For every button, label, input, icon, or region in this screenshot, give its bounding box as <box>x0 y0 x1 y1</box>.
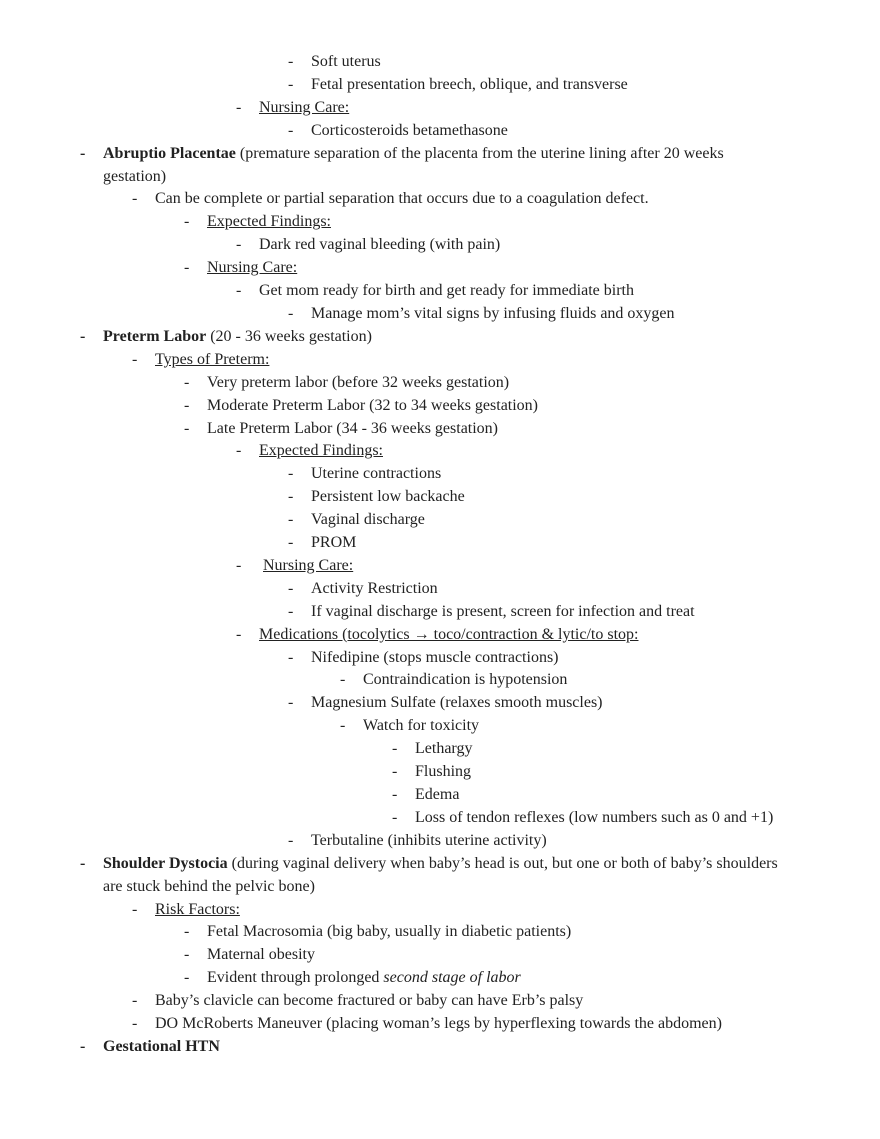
item-text <box>207 257 785 280</box>
text-segment: Activity Restriction <box>311 579 438 597</box>
text-segment: Dark red vaginal bleeding (with pain) <box>259 236 501 254</box>
text-segment: If vaginal discharge is present, screen for infection and treat <box>311 602 695 620</box>
bullet-dash: - <box>132 1015 138 1033</box>
topic-heading: Preterm Labor <box>103 327 207 345</box>
list-item <box>0 349 880 372</box>
list-item <box>0 899 880 922</box>
list-item <box>0 418 880 441</box>
list-item <box>0 1013 880 1036</box>
bullet-dash: - <box>236 556 242 574</box>
item-text <box>155 990 785 1013</box>
text-segment: Magnesium Sulfate (relaxes smooth muscles) <box>311 694 603 712</box>
bullet-dash: - <box>236 98 242 116</box>
list-item <box>0 692 880 715</box>
item-text <box>363 715 785 738</box>
text-segment: Fetal presentation breech, oblique, and transverse <box>311 75 628 93</box>
item-text <box>103 853 785 899</box>
item-text <box>415 784 785 807</box>
item-text <box>311 532 785 555</box>
text-segment: Contraindication is hypotension <box>363 671 568 689</box>
bullet-dash: - <box>184 923 190 941</box>
item-text <box>155 1013 785 1036</box>
section-label: Nursing Care: <box>259 98 350 116</box>
list-item <box>0 715 880 738</box>
list-item <box>0 807 880 830</box>
list-item <box>0 97 880 120</box>
list-item <box>0 967 880 990</box>
item-text <box>259 624 785 647</box>
text-segment: Very preterm labor (before 32 weeks gestation) <box>207 373 510 391</box>
text-segment: Terbutaline (inhibits uterine activity) <box>311 831 547 849</box>
list-item <box>0 647 880 670</box>
list-item <box>0 143 880 189</box>
text-segment: Persistent low backache <box>311 488 465 506</box>
bullet-dash: - <box>288 831 294 849</box>
text-segment: Loss of tendon reflexes (low numbers such as 0 and +1) <box>415 808 774 826</box>
text-segment: (during vaginal delivery when baby’s head is out, but one or both of baby’s shoulders are stuck behind the pelvic bone) <box>103 854 778 895</box>
bullet-dash: - <box>80 327 86 345</box>
item-text <box>311 120 785 143</box>
item-text <box>311 51 785 74</box>
item-text <box>263 555 785 578</box>
bullet-dash: - <box>288 53 294 70</box>
item-text <box>259 280 785 303</box>
bullet-dash: - <box>288 121 294 139</box>
list-item <box>0 830 880 853</box>
bullet-dash: - <box>288 488 294 506</box>
text-segment: Flushing <box>415 763 472 781</box>
list-item <box>0 463 880 486</box>
text-segment: Watch for toxicity <box>363 717 480 735</box>
list-item <box>0 624 880 647</box>
list-item <box>0 1036 880 1059</box>
text-segment: PROM <box>311 534 357 552</box>
list-item <box>0 761 880 784</box>
bullet-dash: - <box>288 511 294 529</box>
bullet-dash: - <box>288 694 294 712</box>
list-item <box>0 784 880 807</box>
item-text <box>207 944 785 967</box>
bullet-dash: - <box>236 625 242 643</box>
topic-heading: Gestational HTN <box>103 1037 220 1055</box>
text-segment: Fetal Macrosomia (big baby, usually in diabetic patients) <box>207 923 572 941</box>
bullet-dash: - <box>288 75 294 93</box>
section-label: Expected Findings: <box>259 442 383 460</box>
topic-heading: Abruptio Placentae <box>103 144 236 162</box>
section-label: Medications (tocolytics → toco/contraction & lytic/to stop: <box>259 625 639 643</box>
bullet-dash: - <box>288 304 294 322</box>
item-text <box>311 601 785 624</box>
text-segment: Baby’s clavicle can become fractured or baby can have Erb’s palsy <box>155 992 584 1010</box>
item-text <box>311 578 785 601</box>
text-segment: Can be complete or partial separation that occurs due to a coagulation defect. <box>155 190 649 208</box>
list-item <box>0 303 880 326</box>
section-label: Expected Findings: <box>207 213 331 231</box>
item-text <box>207 372 785 395</box>
list-item <box>0 326 880 349</box>
item-text <box>155 349 785 372</box>
bullet-dash: - <box>184 946 190 964</box>
text-segment: Manage mom’s vital signs by infusing fluids and oxygen <box>311 304 675 322</box>
item-text <box>259 97 785 120</box>
bullet-dash: - <box>132 992 138 1010</box>
item-text <box>311 509 785 532</box>
item-text <box>311 830 785 853</box>
item-text <box>311 463 785 486</box>
bullet-dash: - <box>80 144 86 162</box>
bullet-dash: - <box>288 534 294 552</box>
text-segment: Lethargy <box>415 740 473 758</box>
list-item <box>0 257 880 280</box>
section-label: Risk Factors: <box>155 900 240 918</box>
bullet-dash: - <box>184 213 190 231</box>
text-segment: Vaginal discharge <box>311 511 425 529</box>
bullet-dash: - <box>184 373 190 391</box>
text-segment: second stage of labor <box>383 969 521 987</box>
text-segment: Edema <box>415 786 460 803</box>
bullet-dash: - <box>340 717 346 735</box>
bullet-dash: - <box>392 740 398 758</box>
bullet-dash: - <box>288 579 294 597</box>
item-text <box>311 74 785 97</box>
item-text <box>311 692 785 715</box>
item-text <box>207 418 785 441</box>
item-text <box>311 486 785 509</box>
list-item <box>0 120 880 143</box>
bullet-dash: - <box>288 648 294 666</box>
list-item <box>0 234 880 257</box>
list-item <box>0 555 880 578</box>
list-item <box>0 211 880 234</box>
section-label: Types of Preterm: <box>155 350 270 368</box>
item-text <box>207 967 785 990</box>
document-page <box>0 51 880 1059</box>
text-segment: Corticosteroids betamethasone <box>311 121 508 139</box>
list-item <box>0 669 880 692</box>
text-segment: Get mom ready for birth and get ready for immediate birth <box>259 282 634 300</box>
bullet-dash: - <box>184 396 190 414</box>
topic-heading: Shoulder Dystocia <box>103 854 228 872</box>
bullet-dash: - <box>132 190 138 208</box>
item-text <box>103 1036 785 1059</box>
bullet-dash: - <box>236 282 242 300</box>
list-item <box>0 738 880 761</box>
text-segment: Late Preterm Labor (34 - 36 weeks gestation) <box>207 419 499 437</box>
list-item <box>0 486 880 509</box>
item-text <box>155 899 785 922</box>
item-text <box>207 395 785 418</box>
item-text <box>207 211 785 234</box>
text-segment: DO McRoberts Maneuver (placing woman’s legs by hyperflexing towards the abdomen) <box>155 1015 722 1033</box>
bullet-dash: - <box>184 259 190 277</box>
item-text <box>415 761 785 784</box>
bullet-dash: - <box>392 763 398 781</box>
list-item <box>0 509 880 532</box>
bullet-dash: - <box>340 671 346 689</box>
text-segment: Uterine contractions <box>311 465 442 483</box>
item-text <box>363 669 785 692</box>
bullet-dash: - <box>288 465 294 483</box>
list-item <box>0 921 880 944</box>
section-label: Nursing Care: <box>263 556 354 574</box>
bullet-dash: - <box>184 419 190 437</box>
list-item <box>0 280 880 303</box>
list-item <box>0 440 880 463</box>
item-text <box>155 188 785 211</box>
text-segment: Evident through prolonged <box>207 969 384 987</box>
bullet-dash: - <box>80 1037 86 1055</box>
bullet-dash: - <box>132 900 138 918</box>
text-segment: (20 - 36 weeks gestation) <box>206 327 372 345</box>
item-text <box>259 234 785 257</box>
item-text <box>103 326 785 349</box>
item-text <box>259 440 785 463</box>
bullet-dash: - <box>80 854 86 872</box>
text-segment: (premature separation of the placenta from the uterine lining after 20 weeks gestation) <box>103 144 724 185</box>
list-item <box>0 853 880 899</box>
bullet-dash: - <box>184 969 190 987</box>
bullet-dash: - <box>132 350 138 368</box>
text-segment: Moderate Preterm Labor (32 to 34 weeks gestation) <box>207 396 539 414</box>
bullet-dash: - <box>236 442 242 460</box>
bullet-dash: - <box>236 236 242 254</box>
list-item <box>0 578 880 601</box>
text-segment: Maternal obesity <box>207 946 315 964</box>
list-item <box>0 532 880 555</box>
item-text <box>311 647 785 670</box>
list-item <box>0 601 880 624</box>
list-item <box>0 395 880 418</box>
list-item <box>0 74 880 97</box>
text-segment: Soft uterus <box>311 53 381 70</box>
bullet-dash: - <box>288 602 294 620</box>
item-text <box>311 303 785 326</box>
list-item <box>0 188 880 211</box>
text-segment: Nifedipine (stops muscle contractions) <box>311 648 559 666</box>
section-label: Nursing Care: <box>207 259 298 277</box>
item-text <box>415 738 785 761</box>
item-text <box>415 807 785 830</box>
list-item <box>0 990 880 1013</box>
item-text <box>207 921 785 944</box>
bullet-dash: - <box>392 808 398 826</box>
list-item <box>0 51 880 74</box>
list-item <box>0 944 880 967</box>
item-text <box>103 143 785 189</box>
list-item <box>0 372 880 395</box>
bullet-dash: - <box>392 786 398 803</box>
